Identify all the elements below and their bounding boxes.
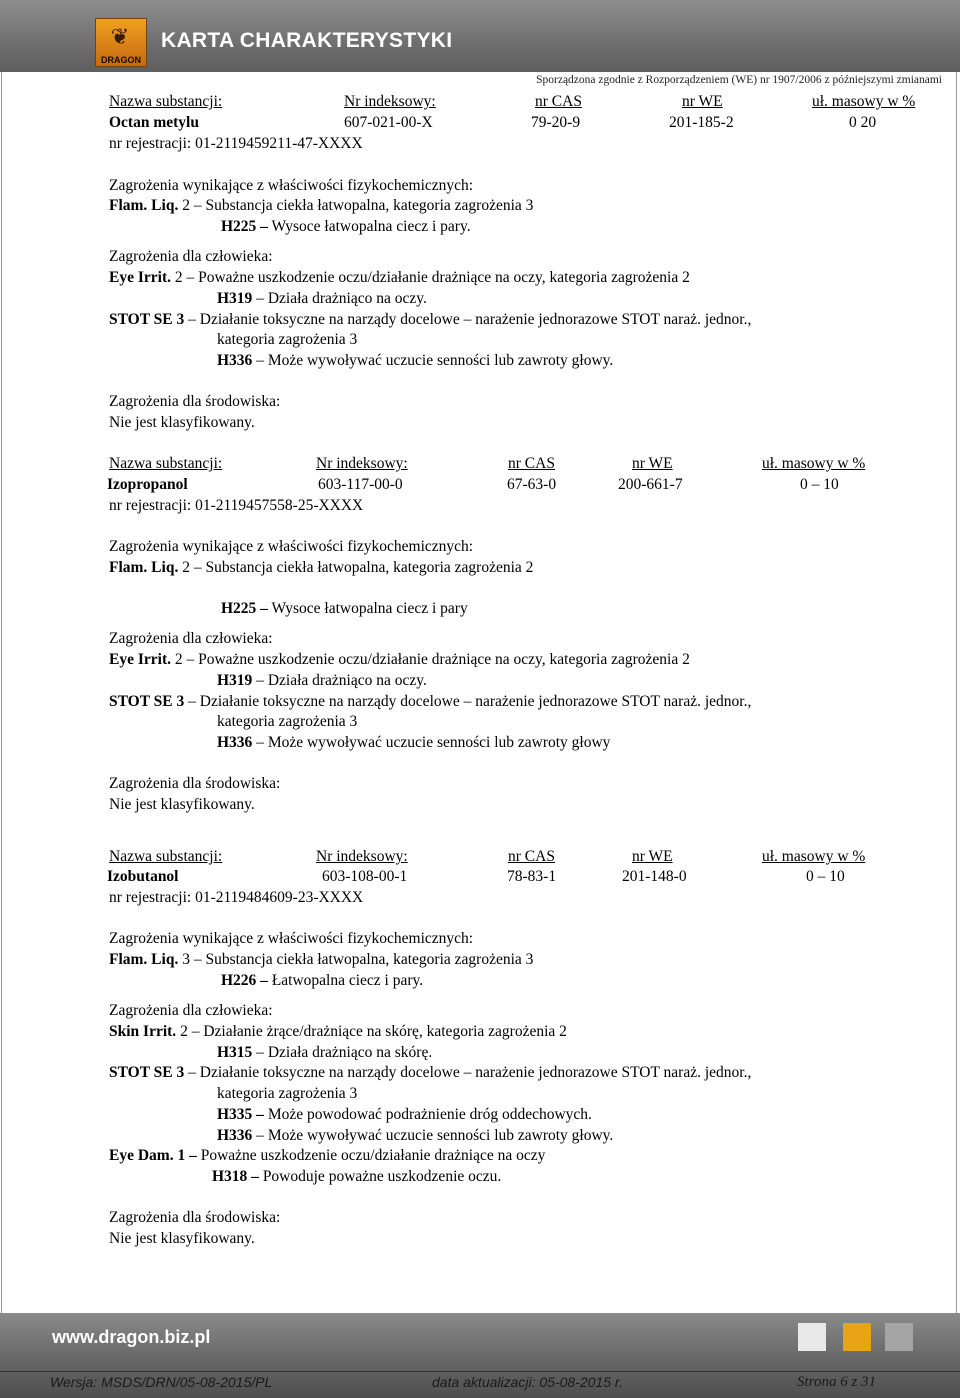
- col-header-index: Nr indeksowy:: [344, 93, 436, 110]
- square-icon: [798, 1323, 826, 1351]
- hazard-line: H335 – Może powodować podrażnienie dróg oddechowych.: [217, 1106, 592, 1123]
- page-number: Strona 6 z 31: [797, 1374, 877, 1390]
- environment-status: Nie jest klasyfikowany.: [109, 414, 255, 431]
- hazard-line: kategoria zagrożenia 3: [217, 713, 358, 730]
- hazard-line: H319 – Działa drażniąco na oczy.: [217, 672, 427, 689]
- hazard-line: STOT SE 3 – Działanie toksyczne na narządy docelowe – narażenie jednorazowe STOT naraż. jednor.,: [109, 311, 752, 328]
- square-icon: [843, 1323, 871, 1351]
- footer-divider: [0, 1371, 960, 1372]
- substance-we: 201-185-2: [669, 114, 734, 131]
- hazard-line: kategoria zagrożenia 3: [217, 1085, 358, 1102]
- substance-cas: 79-20-9: [531, 114, 581, 131]
- hazard-line: H318 – Powoduje poważne uszkodzenie oczu.: [212, 1168, 502, 1185]
- col-header-mass: uł. masowy w %: [762, 455, 866, 472]
- substance-index: 607-021-00-X: [344, 114, 433, 131]
- environment-label: Zagrożenia dla środowiska:: [109, 393, 281, 410]
- registration-number: nr rejestracji: 01-2119457558-25-XXXX: [109, 497, 364, 514]
- page-footer: [0, 1313, 960, 1398]
- substance-mass: 0 – 10: [806, 868, 845, 885]
- substance-mass: 0 20: [849, 114, 877, 131]
- col-header-name: Nazwa substancji:: [109, 455, 223, 472]
- environment-status: Nie jest klasyfikowany.: [109, 1230, 255, 1247]
- square-icon: [885, 1323, 913, 1351]
- registration-number: nr rejestracji: 01-2119484609-23-XXXX: [109, 889, 364, 906]
- hazard-line: Flam. Liq. 2 – Substancja ciekła łatwopalna, kategoria zagrożenia 2: [109, 559, 534, 576]
- human-label: Zagrożenia dla człowieka:: [109, 248, 273, 265]
- hazard-line: Eye Irrit. 2 – Poważne uszkodzenie oczu/działanie drażniące na oczy, kategoria zagrożenia 2: [109, 269, 690, 286]
- col-header-we: nr WE: [632, 848, 673, 865]
- col-header-name: Nazwa substancji:: [109, 93, 223, 110]
- substance-name: Izopropanol: [107, 476, 188, 493]
- substance-mass: 0 – 10: [800, 476, 839, 493]
- environment-label: Zagrożenia dla środowiska:: [109, 1209, 281, 1226]
- substance-we: 201-148-0: [622, 868, 687, 885]
- col-header-cas: nr CAS: [535, 93, 582, 110]
- substance-we: 200-661-7: [618, 476, 683, 493]
- environment-status: Nie jest klasyfikowany.: [109, 796, 255, 813]
- dragon-logo: [95, 18, 147, 67]
- substance-cas: 78-83-1: [507, 868, 557, 885]
- substance-index: 603-108-00-1: [322, 868, 408, 885]
- col-header-we: nr WE: [682, 93, 723, 110]
- physchem-label: Zagrożenia wynikające z właściwości fizykochemicznych:: [109, 177, 474, 194]
- hazard-line: H226 – Łatwopalna ciecz i pary.: [221, 972, 424, 989]
- col-header-index: Nr indeksowy:: [316, 455, 408, 472]
- hazard-line: STOT SE 3 – Działanie toksyczne na narządy docelowe – narażenie jednorazowe STOT naraż. jednor.,: [109, 693, 752, 710]
- human-label: Zagrożenia dla człowieka:: [109, 630, 273, 647]
- website-link[interactable]: www.dragon.biz.pl: [52, 1327, 211, 1347]
- hazard-line: kategoria zagrożenia 3: [217, 331, 358, 348]
- page-header: [0, 0, 960, 72]
- col-header-index: Nr indeksowy:: [316, 848, 408, 865]
- col-header-cas: nr CAS: [508, 848, 555, 865]
- document-title: KARTA CHARAKTERYSTYKI: [161, 29, 453, 52]
- col-header-mass: uł. masowy w %: [812, 93, 916, 110]
- hazard-line: Flam. Liq. 2 – Substancja ciekła łatwopalna, kategoria zagrożenia 3: [109, 197, 534, 214]
- substance-name: Octan metylu: [109, 114, 199, 131]
- hazard-line: H336 – Może wywoływać uczucie senności lub zawroty głowy.: [217, 352, 614, 369]
- hazard-line: H315 – Działa drażniąco na skórę.: [217, 1044, 433, 1061]
- hazard-line: Eye Irrit. 2 – Poważne uszkodzenie oczu/działanie drażniące na oczy, kategoria zagrożenia 2: [109, 651, 690, 668]
- col-header-we: nr WE: [632, 455, 673, 472]
- substance-index: 603-117-00-0: [318, 476, 403, 493]
- col-header-name: Nazwa substancji:: [109, 848, 223, 865]
- substance-cas: 67-63-0: [507, 476, 557, 493]
- dragon-icon: ❦: [110, 25, 130, 50]
- col-header-cas: nr CAS: [508, 455, 555, 472]
- physchem-label: Zagrożenia wynikające z właściwości fizykochemicznych:: [109, 538, 474, 555]
- human-label: Zagrożenia dla człowieka:: [109, 1002, 273, 1019]
- hazard-line: H319 – Działa drażniąco na oczy.: [217, 290, 427, 307]
- environment-label: Zagrożenia dla środowiska:: [109, 775, 281, 792]
- hazard-line: H225 – Wysoce łatwopalna ciecz i pary: [221, 600, 468, 617]
- hazard-line: STOT SE 3 – Działanie toksyczne na narządy docelowe – narażenie jednorazowe STOT naraż. jednor.,: [109, 1064, 752, 1081]
- hazard-line: Skin Irrit. 2 – Działanie żrące/drażniące na skórę, kategoria zagrożenia 2: [109, 1023, 567, 1040]
- hazard-line: H336 – Może wywoływać uczucie senności lub zawroty głowy: [217, 734, 611, 751]
- hazard-line: Flam. Liq. 3 – Substancja ciekła łatwopalna, kategoria zagrożenia 3: [109, 951, 534, 968]
- hazard-line: H336 – Może wywoływać uczucie senności lub zawroty głowy.: [217, 1127, 614, 1144]
- regulation-note: Sporządzona zgodnie z Rozporządzeniem (WE) nr 1907/2006 z późniejszymi zmianami: [536, 74, 942, 86]
- hazard-line: Eye Dam. 1 – Poważne uszkodzenie oczu/działanie drażniące na oczy: [109, 1147, 546, 1164]
- col-header-mass: uł. masowy w %: [762, 848, 866, 865]
- registration-number: nr rejestracji: 01-2119459211-47-XXXX: [109, 135, 363, 152]
- update-date: data aktualizacji: 05-08-2015 r.: [432, 1374, 623, 1390]
- document-version: Wersja: MSDS/DRN/05-08-2015/PL: [50, 1374, 273, 1390]
- hazard-line: H225 – Wysoce łatwopalna ciecz i pary.: [221, 218, 471, 235]
- logo-text: DRAGON: [101, 55, 141, 65]
- physchem-label: Zagrożenia wynikające z właściwości fizykochemicznych:: [109, 930, 474, 947]
- substance-name: Izobutanol: [107, 868, 179, 885]
